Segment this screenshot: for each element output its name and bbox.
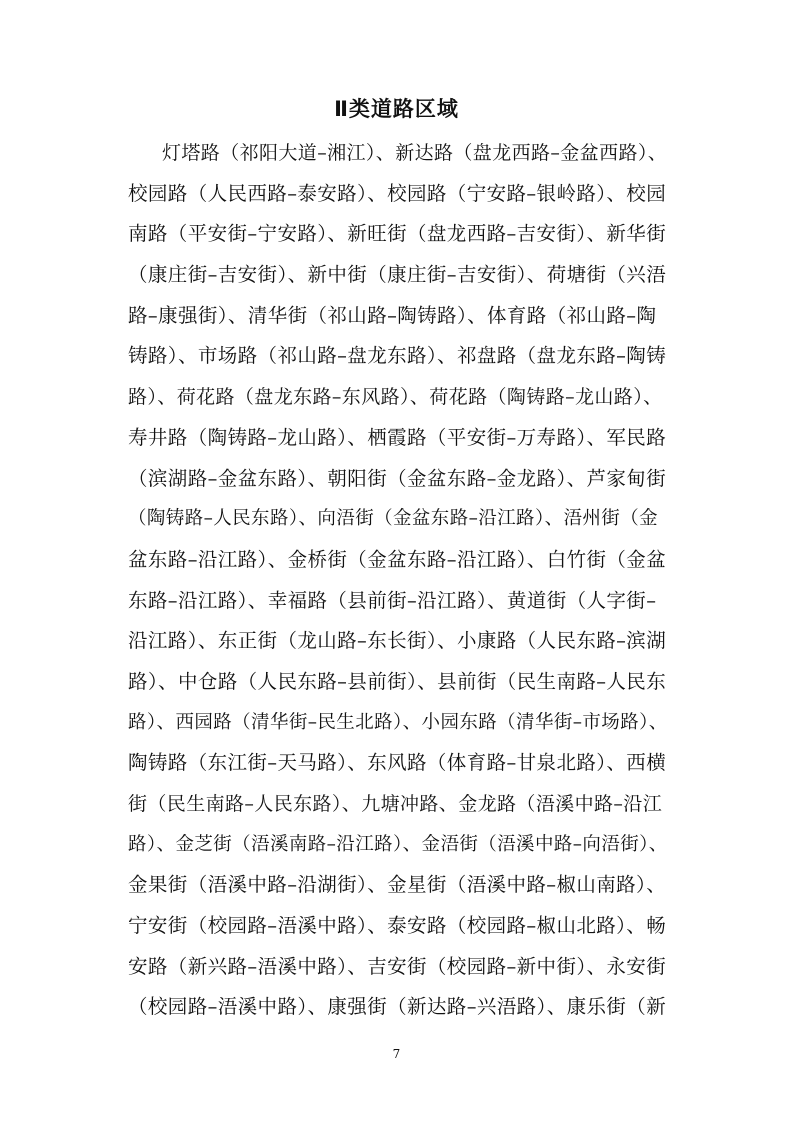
- paragraph-line: 路）、金芝街（浯溪南路–沿江路）、金浯街（浯溪中路–向浯街）、: [128, 833, 668, 855]
- paragraph-line: 路–康强街）、清华街（祁山路–陶铸路）、体育路（祁山路–陶: [128, 303, 657, 327]
- paragraph-line: （校园路–浯溪中路）、康强街（新达路–兴浯路）、康乐街（新: [128, 995, 667, 1019]
- paragraph-line: 东路–沿江路）、幸福路（县前街–沿江路）、黄道街（人字街–: [128, 588, 657, 612]
- paragraph-line: 铸路）、市场路（祁山路–盘龙东路）、祁盘路（盘龙东路–陶铸: [128, 344, 667, 368]
- page-number: 7: [392, 1047, 401, 1061]
- paragraph-line: 陶铸路（东江街–天马路）、东风路（体育路–甘泉北路）、西横: [128, 751, 667, 775]
- paragraph-line: 沿江路）、东正街（龙山路–东长街）、小康路（人民东路–滨湖: [128, 629, 667, 653]
- paragraph-line: 盆东路–沿江路）、金桥街（金盆东路–沿江路）、白竹街（金盆: [128, 547, 667, 571]
- paragraph-line: 路）、荷花路（盘龙东路–东风路）、荷花路（陶铸路–龙山路）、: [128, 386, 663, 409]
- paragraph-line: 路）、西园路（清华街–民生北路）、小园东路（清华街–市场路）、: [128, 711, 668, 733]
- paragraph-line: 金果街（浯溪中路–沿湖街）、金星街（浯溪中路–椒山南路）、: [128, 873, 667, 897]
- paragraph-line: 校园路（人民西路–泰安路）、校园路（宁安路–银岭路）、校园: [128, 181, 667, 205]
- paragraph-line: （滨湖路–金盆东路）、朝阳街（金盆东路–金龙路）、芦家甸街: [128, 466, 667, 490]
- paragraph-line: 寿井路（陶铸路–龙山路）、栖霞路（平安街–万寿路）、军民路: [128, 425, 667, 449]
- paragraph-line: 路）、中仓路（人民东路–县前街）、县前街（民生南路–人民东: [128, 669, 667, 693]
- paragraph-line: 宁安街（校园路–浯溪中路）、泰安路（校园路–椒山北路）、畅: [128, 914, 667, 938]
- paragraph-line: 南路（平安街–宁安路）、新旺街（盘龙西路–吉安街）、新华街: [128, 222, 667, 246]
- paragraph-line: 安路（新兴路–浯溪中路）、吉安街（校园路–新中街）、永安街: [128, 954, 667, 978]
- paragraph-line: 街（民生南路–人民东路）、九塘冲路、金龙路（浯溪中路–沿江: [128, 793, 663, 815]
- section-heading: Ⅱ类道路区域: [334, 97, 459, 121]
- paragraph-line: 灯塔路（祁阳大道–湘江）、新达路（盘龙西路–金盆西路）、: [162, 142, 668, 164]
- paragraph-line: （陶铸路–人民东路）、向浯街（金盆东路–沿江路）、浯州街（金: [128, 508, 659, 530]
- road-list-paragraph: [128, 139, 668, 1034]
- paragraph-line: （康庄街–吉安街）、新中街（康庄街–吉安街）、荷塘街（兴浯: [128, 263, 667, 287]
